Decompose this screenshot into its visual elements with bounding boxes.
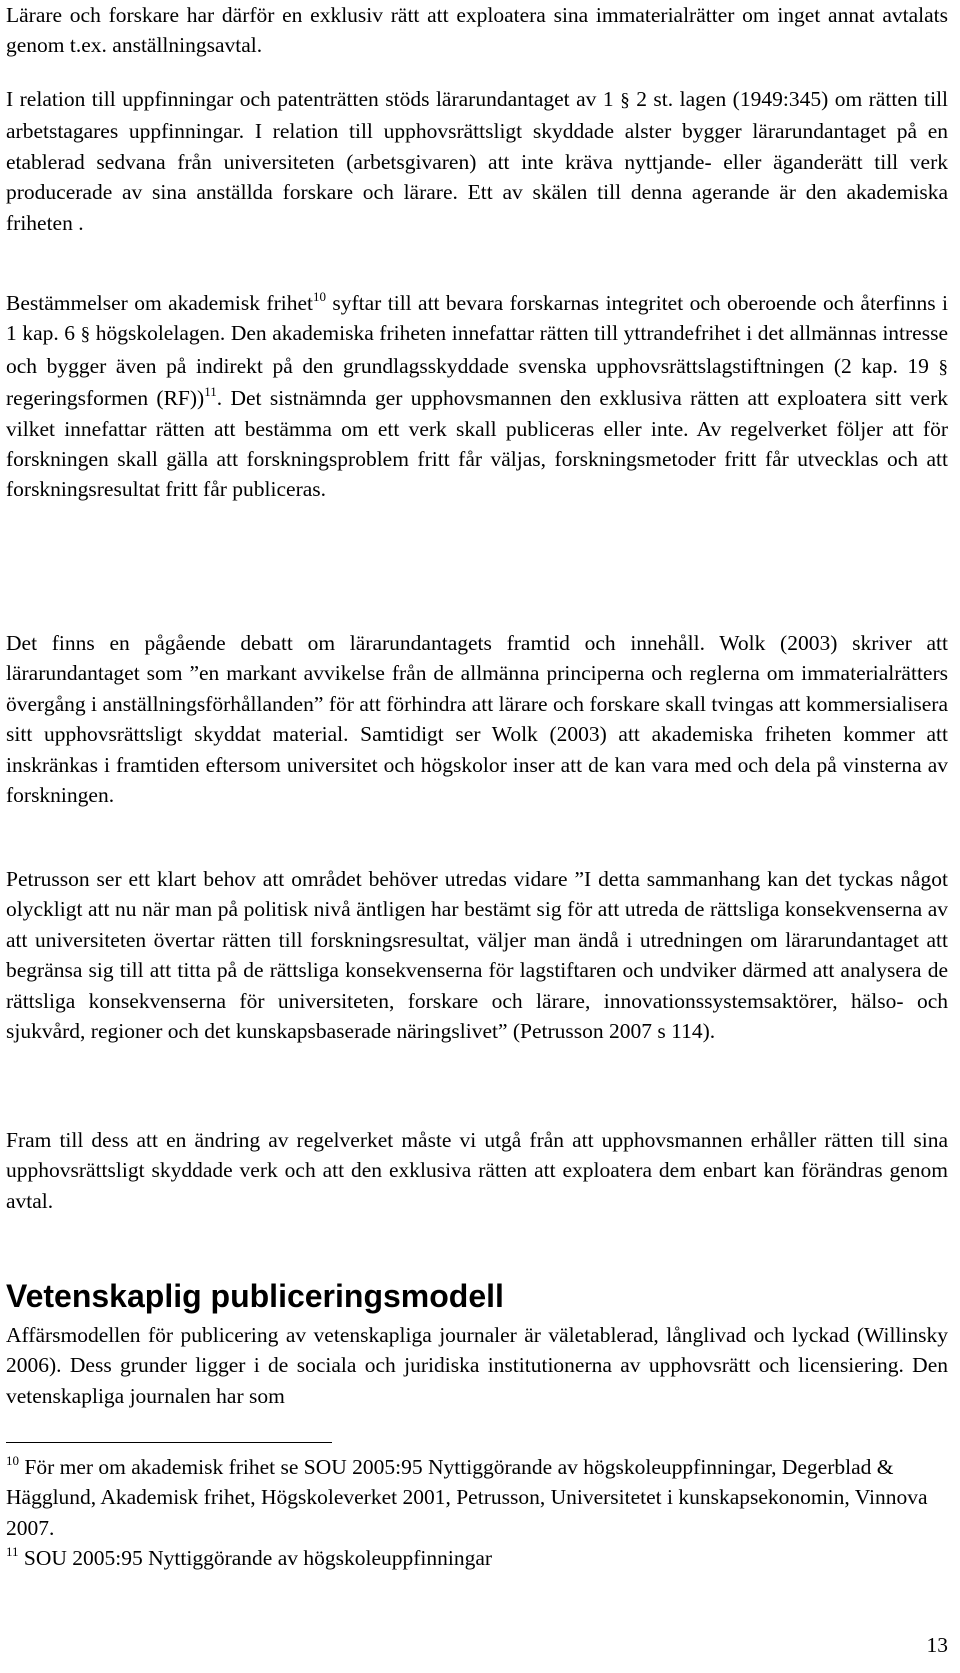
paragraph-2-text-a: I relation till uppfinningar och patenträtten stöds lärarundantaget av 1 — [6, 87, 614, 111]
paragraph-7 — [6, 1320, 948, 1411]
section-heading: Vetenskaplig publiceringsmodell — [6, 1278, 504, 1314]
section-sign: § — [620, 90, 630, 111]
footnote-11 — [6, 1543, 948, 1573]
paragraph-3-text-c: högskolelagen. Den akademiska friheten innefattar rätten till yttrandefrihet i det allmännas intresse och bygger även på indirekt på den grundlagsskyddade svenska upphovsrättslagstiftningen (2 kap. 19 — [6, 321, 949, 378]
paragraph-4 — [6, 628, 948, 810]
paragraph-3-text-e: . Det sistnämnda ger upphovsmannen den exklusiva rätten att exploatera sitt verk vilket innefattar rätten att bestämma om ett verk skall publiceras eller inte. Av regelverket följer att för forskningen skall gälla att forskningsproblem fritt får väljas, forskningsmetoder fritt får utvecklas och att forskningsresultat fritt får publiceras. — [6, 386, 948, 502]
footnote-text: SOU 2005:95 Nyttiggörande av högskoleuppfinningar — [23, 1546, 493, 1570]
paragraph-2-text-b: 2 st. lagen (1949:345) om rätten till arbetstagares uppfinningar. I relation till upphovsrättsligt skyddade alster bygger lärarundantaget på en etablerad sedvana från universiteten (arbetsgivaren) att inte kräva nyttjande- eller äganderätt till verk producerade av sina anställda forskare och lärare. Ett av skälen till denna agerande är den akademiska friheten . — [6, 87, 949, 235]
paragraph-3 — [6, 288, 948, 505]
paragraph-6 — [6, 1125, 948, 1216]
paragraph-2 — [6, 84, 948, 238]
footnote-number: 11 — [6, 1544, 19, 1559]
paragraph-5-text: Petrusson ser ett klart behov att området behöver utredas vidare ”I detta sammanhang kan det tyckas något olyckligt att nu när man på politisk nivå äntligen har bestämt sig för att utreda de rättsliga konsekvenserna av att universiteten övertar rätten till forskningsresultat, väljer man ändå i utredningen om lärarundantaget att begränsa sig till att titta på de rättsliga konsekvenserna för lagstiftaren och undviker därmed att analysera de rättsliga konsekvenserna för universiteten, forskare och lärare, innovationssystemsaktörer, hälso- och sjukvård, regioner och det kunskapsbaserade näringslivet” (Petrusson 2007 s 114). — [6, 867, 948, 1044]
paragraph-3-text-b: syftar till att bevara forskarnas integritet och oberoende och återfinns i 1 kap. 6 — [6, 291, 948, 346]
paragraph-1 — [6, 0, 948, 61]
paragraph-3-text-d: regeringsformen (RF)) — [6, 386, 205, 411]
footnote-ref-10[interactable]: 10 — [312, 289, 326, 304]
page-number: 13 — [926, 1633, 948, 1657]
footnote-ref-11[interactable]: 11 — [204, 384, 217, 400]
footnote-number: 10 — [6, 1453, 19, 1468]
footnote-separator — [6, 1442, 332, 1443]
paragraph-5 — [6, 864, 948, 1046]
paragraph-4-text: Det finns en pågående debatt om lärarundantagets framtid och innehåll. Wolk (2003) skriver att lärarundantaget som ”en markant avvikelse från de allmänna principerna och reglerna om immaterialrätters övergång i anställningsförhållanden” för att förhindra att lärare och forskare skall tvingas att kommersialisera sitt upphovsrättsligt skyddat material. Samtidigt ser Wolk (2003) att akademiska friheten kommer att inskränkas i framtiden eftersom universitet och högskolor inser att de kan vara med och dela på vinsterna av forskningen. — [6, 631, 948, 808]
paragraph-3-text-a: Bestämmelser om akademisk frihet — [6, 291, 313, 315]
paragraph-6-text: Fram till dess att en ändring av regelverket måste vi utgå från att upphovsmannen erhåller rätten till sina upphovsrättsligt skyddade verk och att den exklusiva rätten att exploatera dem enbart kan förändras genom avtal. — [6, 1128, 948, 1213]
section-sign: § — [938, 356, 948, 378]
paragraph-7-text: Affärsmodellen för publicering av vetenskapliga journaler är väletablerad, långlivad och lyckad (Willinsky 2006). Dess grunder ligger i de sociala och juridiska institutionerna av upphovsrätt och licensiering. Den vetenskapliga journalen har som — [6, 1323, 948, 1408]
footnote-text: För mer om akademisk frihet se SOU 2005:95 Nyttiggörande av högskoleuppfinningar, Degerblad & Hägglund, Akademisk frihet, Högskoleverket 2001, Petrusson, Universitetet i kunskapsekonomin, Vinnova 2007. — [6, 1455, 928, 1540]
paragraph-1-text: Lärare och forskare har därför en exklusiv rätt att exploatera sina immaterialrätter om inget annat avtalats genom t.ex. anställningsavtal. — [6, 3, 948, 58]
section-sign: § — [80, 324, 91, 346]
footnote-10 — [6, 1452, 948, 1543]
